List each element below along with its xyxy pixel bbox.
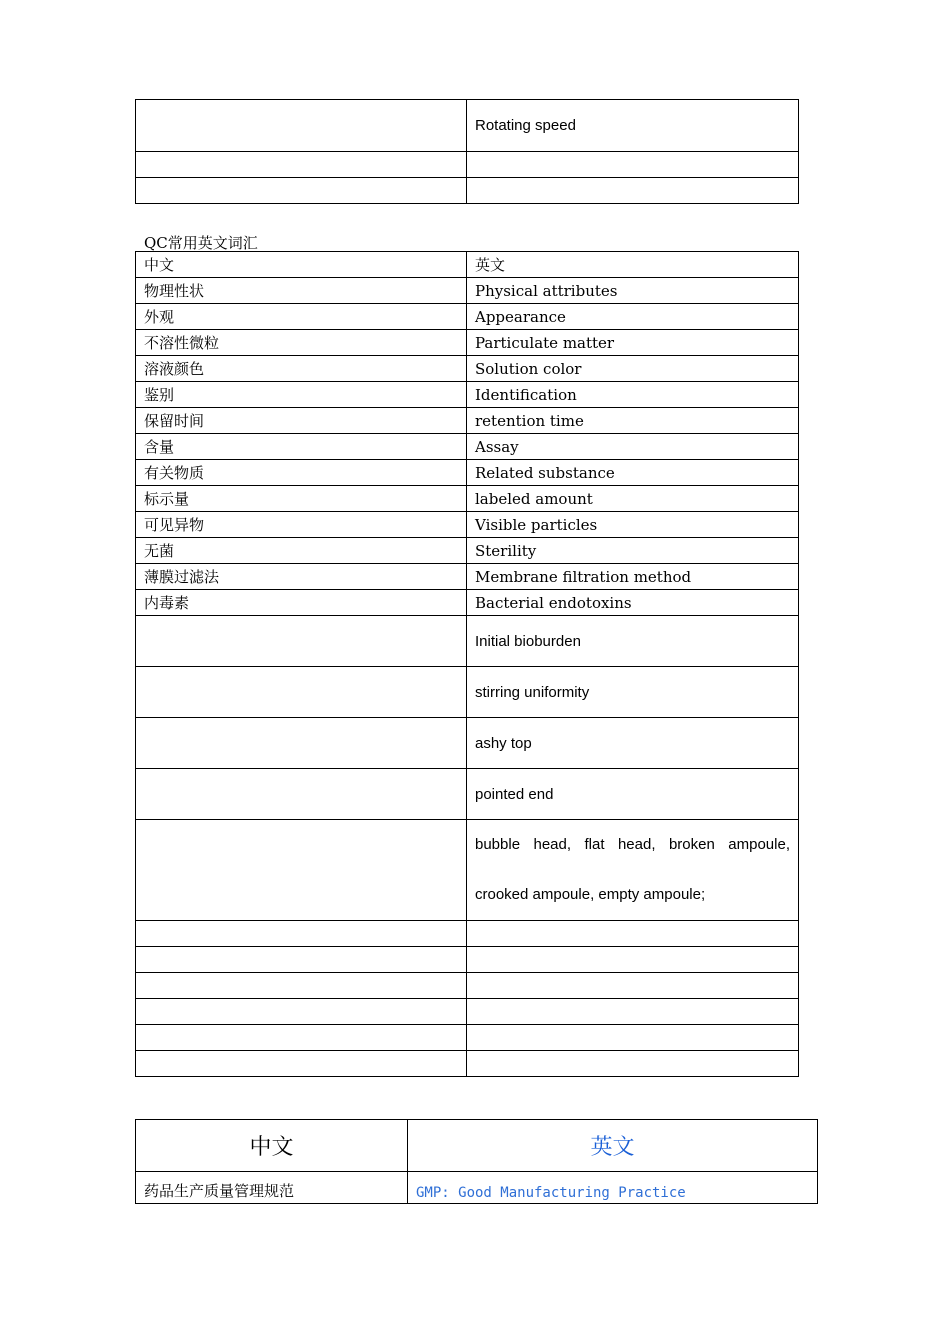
table-cell-zh: 鉴别	[136, 382, 467, 408]
table-cell-zh	[136, 100, 467, 152]
table-row	[136, 512, 799, 538]
table-cell-zh	[136, 820, 467, 921]
table-row	[136, 564, 799, 590]
table-cell-en: Related substance	[467, 460, 799, 486]
table-cell-zh: 标示量	[136, 486, 467, 512]
table-row	[136, 667, 799, 718]
table-cell-en: Identification	[467, 382, 799, 408]
table-cell-en: Initial bioburden	[467, 616, 799, 667]
table-cell-zh	[136, 769, 467, 820]
table-row	[136, 408, 799, 434]
table-row	[136, 769, 799, 820]
table-cell-zh: 保留时间	[136, 408, 467, 434]
table-cell-zh: 有关物质	[136, 460, 467, 486]
table-header-row	[136, 1120, 818, 1172]
section-title: QC常用英文词汇	[144, 234, 258, 252]
table-row	[136, 178, 799, 204]
table-cell-zh	[136, 616, 467, 667]
empty-row	[136, 921, 799, 947]
table-row	[136, 434, 799, 460]
table-cell-zh: 内毒素	[136, 590, 467, 616]
table-cell-zh	[136, 718, 467, 769]
table-cell-en: Membrane filtration method	[467, 564, 799, 590]
top-table	[135, 99, 799, 204]
empty-row	[136, 1025, 799, 1051]
table-cell-zh	[136, 667, 467, 718]
table-row	[136, 278, 799, 304]
table-cell-en: stirring uniformity	[467, 667, 799, 718]
table-cell-en: Rotating speed	[467, 100, 799, 152]
table-cell-zh	[136, 152, 467, 178]
table-row	[136, 1172, 818, 1204]
empty-row	[136, 973, 799, 999]
qc-vocabulary-table	[135, 251, 799, 1077]
table-cell-en: pointed end	[467, 769, 799, 820]
table-cell-en: labeled amount	[467, 486, 799, 512]
table-row	[136, 356, 799, 382]
table-row	[136, 330, 799, 356]
table-cell-en: Physical attributes	[467, 278, 799, 304]
table-cell-en: GMP: Good Manufacturing Practice	[408, 1172, 818, 1204]
empty-row	[136, 947, 799, 973]
table-cell-en: Visible particles	[467, 512, 799, 538]
table-cell-en	[467, 178, 799, 204]
table-cell-zh: 薄膜过滤法	[136, 564, 467, 590]
table-cell-zh: 外观	[136, 304, 467, 330]
table-cell-zh: 不溶性微粒	[136, 330, 467, 356]
table-row	[136, 538, 799, 564]
table-row	[136, 486, 799, 512]
table-cell-zh: 无菌	[136, 538, 467, 564]
table-cell-en: retention time	[467, 408, 799, 434]
gmp-table	[135, 1119, 818, 1204]
column-header-en: 英文	[408, 1120, 818, 1172]
table-cell-en: Bacterial endotoxins	[467, 590, 799, 616]
table-row	[136, 100, 799, 152]
column-header-zh: 中文	[136, 252, 467, 278]
table-cell-en: ashy top	[467, 718, 799, 769]
table-row	[136, 718, 799, 769]
column-header-zh: 中文	[136, 1120, 408, 1172]
table-cell-en: Solution color	[467, 356, 799, 382]
table-cell-en: Sterility	[467, 538, 799, 564]
table-row	[136, 460, 799, 486]
table-cell-zh: 可见异物	[136, 512, 467, 538]
table-cell-en	[467, 152, 799, 178]
empty-row	[136, 999, 799, 1025]
table-row	[136, 820, 799, 921]
table-header-row	[136, 252, 799, 278]
table-cell-en: Particulate matter	[467, 330, 799, 356]
column-header-en: 英文	[467, 252, 799, 278]
table-cell-zh	[136, 178, 467, 204]
empty-row	[136, 1051, 799, 1077]
table-cell-zh: 药品生产质量管理规范	[136, 1172, 408, 1204]
table-row	[136, 382, 799, 408]
table-row	[136, 590, 799, 616]
table-cell-en: Appearance	[467, 304, 799, 330]
table-cell-zh: 溶液颜色	[136, 356, 467, 382]
table-row	[136, 152, 799, 178]
table-row	[136, 304, 799, 330]
table-cell-en: bubble head, flat head, broken ampoule, crooked ampoule, empty ampoule;	[467, 820, 799, 921]
table-cell-zh: 含量	[136, 434, 467, 460]
table-cell-zh: 物理性状	[136, 278, 467, 304]
table-cell-en: Assay	[467, 434, 799, 460]
table-row	[136, 616, 799, 667]
